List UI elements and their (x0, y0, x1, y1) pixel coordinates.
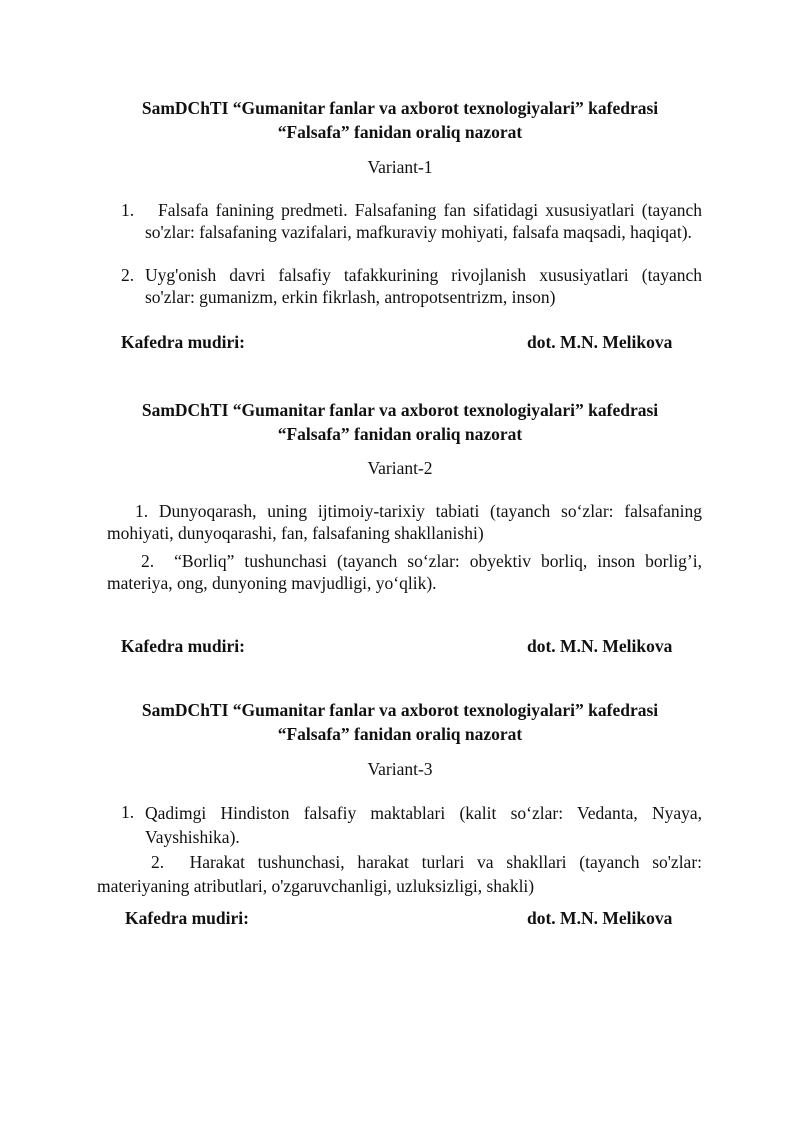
variant-2-label: Variant-2 (367, 458, 433, 478)
variant-2-title-line1: SamDChTI “Gumanitar fanlar va axborot texnologiyalari” kafedrasi (141, 400, 659, 420)
question-number: 1. (121, 200, 135, 220)
variant-3-question-2 (97, 850, 702, 898)
variant-1-title-line2: “Falsafa” fanidan oraliq nazorat (277, 122, 523, 142)
question-number: 2. (151, 852, 165, 872)
variant-2-head-name: dot. M.N. Melikova (527, 636, 673, 656)
variant-1-head-name: dot. M.N. Melikova (527, 332, 673, 352)
question-text: Uyg'onish davri falsafiy tafakkurining rivojlanish xususiyatlari (tayanch so'zlar: gumanizm, erkin fikrlash, antropotsentrizm, inson) (145, 265, 702, 307)
variant-3-head-name: dot. M.N. Melikova (527, 908, 673, 928)
variant-3-label: Variant-3 (367, 759, 433, 779)
variant-2-title-line2: “Falsafa” fanidan oraliq nazorat (277, 424, 523, 444)
variant-3-title-line2: “Falsafa” fanidan oraliq nazorat (277, 724, 523, 744)
question-number: 1. (121, 802, 135, 822)
question-text: “Borliq” tushunchasi (tayanch so‘zlar: obyektiv borliq, inson borlig’i, materiya, ong, dunyoning mavjudligi, yo‘qlik). (107, 551, 703, 593)
question-text: Dunyoqarash, uning ijtimoiy-tarixiy tabiati (tayanch so‘zlar: falsafaning mohiyati, dunyoqarashi, fan, falsafaning shakllanishi) (107, 501, 703, 543)
question-text: Qadimgi Hindiston falsafiy maktablari (kalit so‘zlar: Vedanta, Nyaya, Vayshishika). (145, 803, 702, 847)
variant-2-head-label: Kafedra mudiri: (121, 636, 245, 656)
variant-1-label: Variant-1 (367, 157, 433, 177)
variant-3-head-label: Kafedra mudiri: (125, 908, 249, 928)
question-number: 1. (135, 501, 149, 521)
variant-1-title-line1: SamDChTI “Gumanitar fanlar va axborot texnologiyalari” kafedrasi (141, 98, 659, 118)
question-number: 2. (121, 265, 135, 285)
question-text: Falsafa fanining predmeti. Falsafaning fan sifatidagi xususiyatlari (tayanch so'zlar: falsafaning vazifalari, mafkuraviy mohiyati, falsafa maqsadi, haqiqat). (145, 200, 702, 242)
variant-2-question-1 (107, 500, 702, 544)
question-text: Harakat tushunchasi, harakat turlari va shakllari (tayanch so'zlar: materiyaning atributlari, o'zgaruvchanligi, uzluksizligi, shakli) (97, 852, 703, 896)
question-number: 2. (141, 551, 155, 571)
variant-3-title-line1: SamDChTI “Gumanitar fanlar va axborot texnologiyalari” kafedrasi (141, 700, 659, 720)
variant-1-head-label: Kafedra mudiri: (121, 332, 245, 352)
variant-2-question-2 (107, 550, 702, 594)
